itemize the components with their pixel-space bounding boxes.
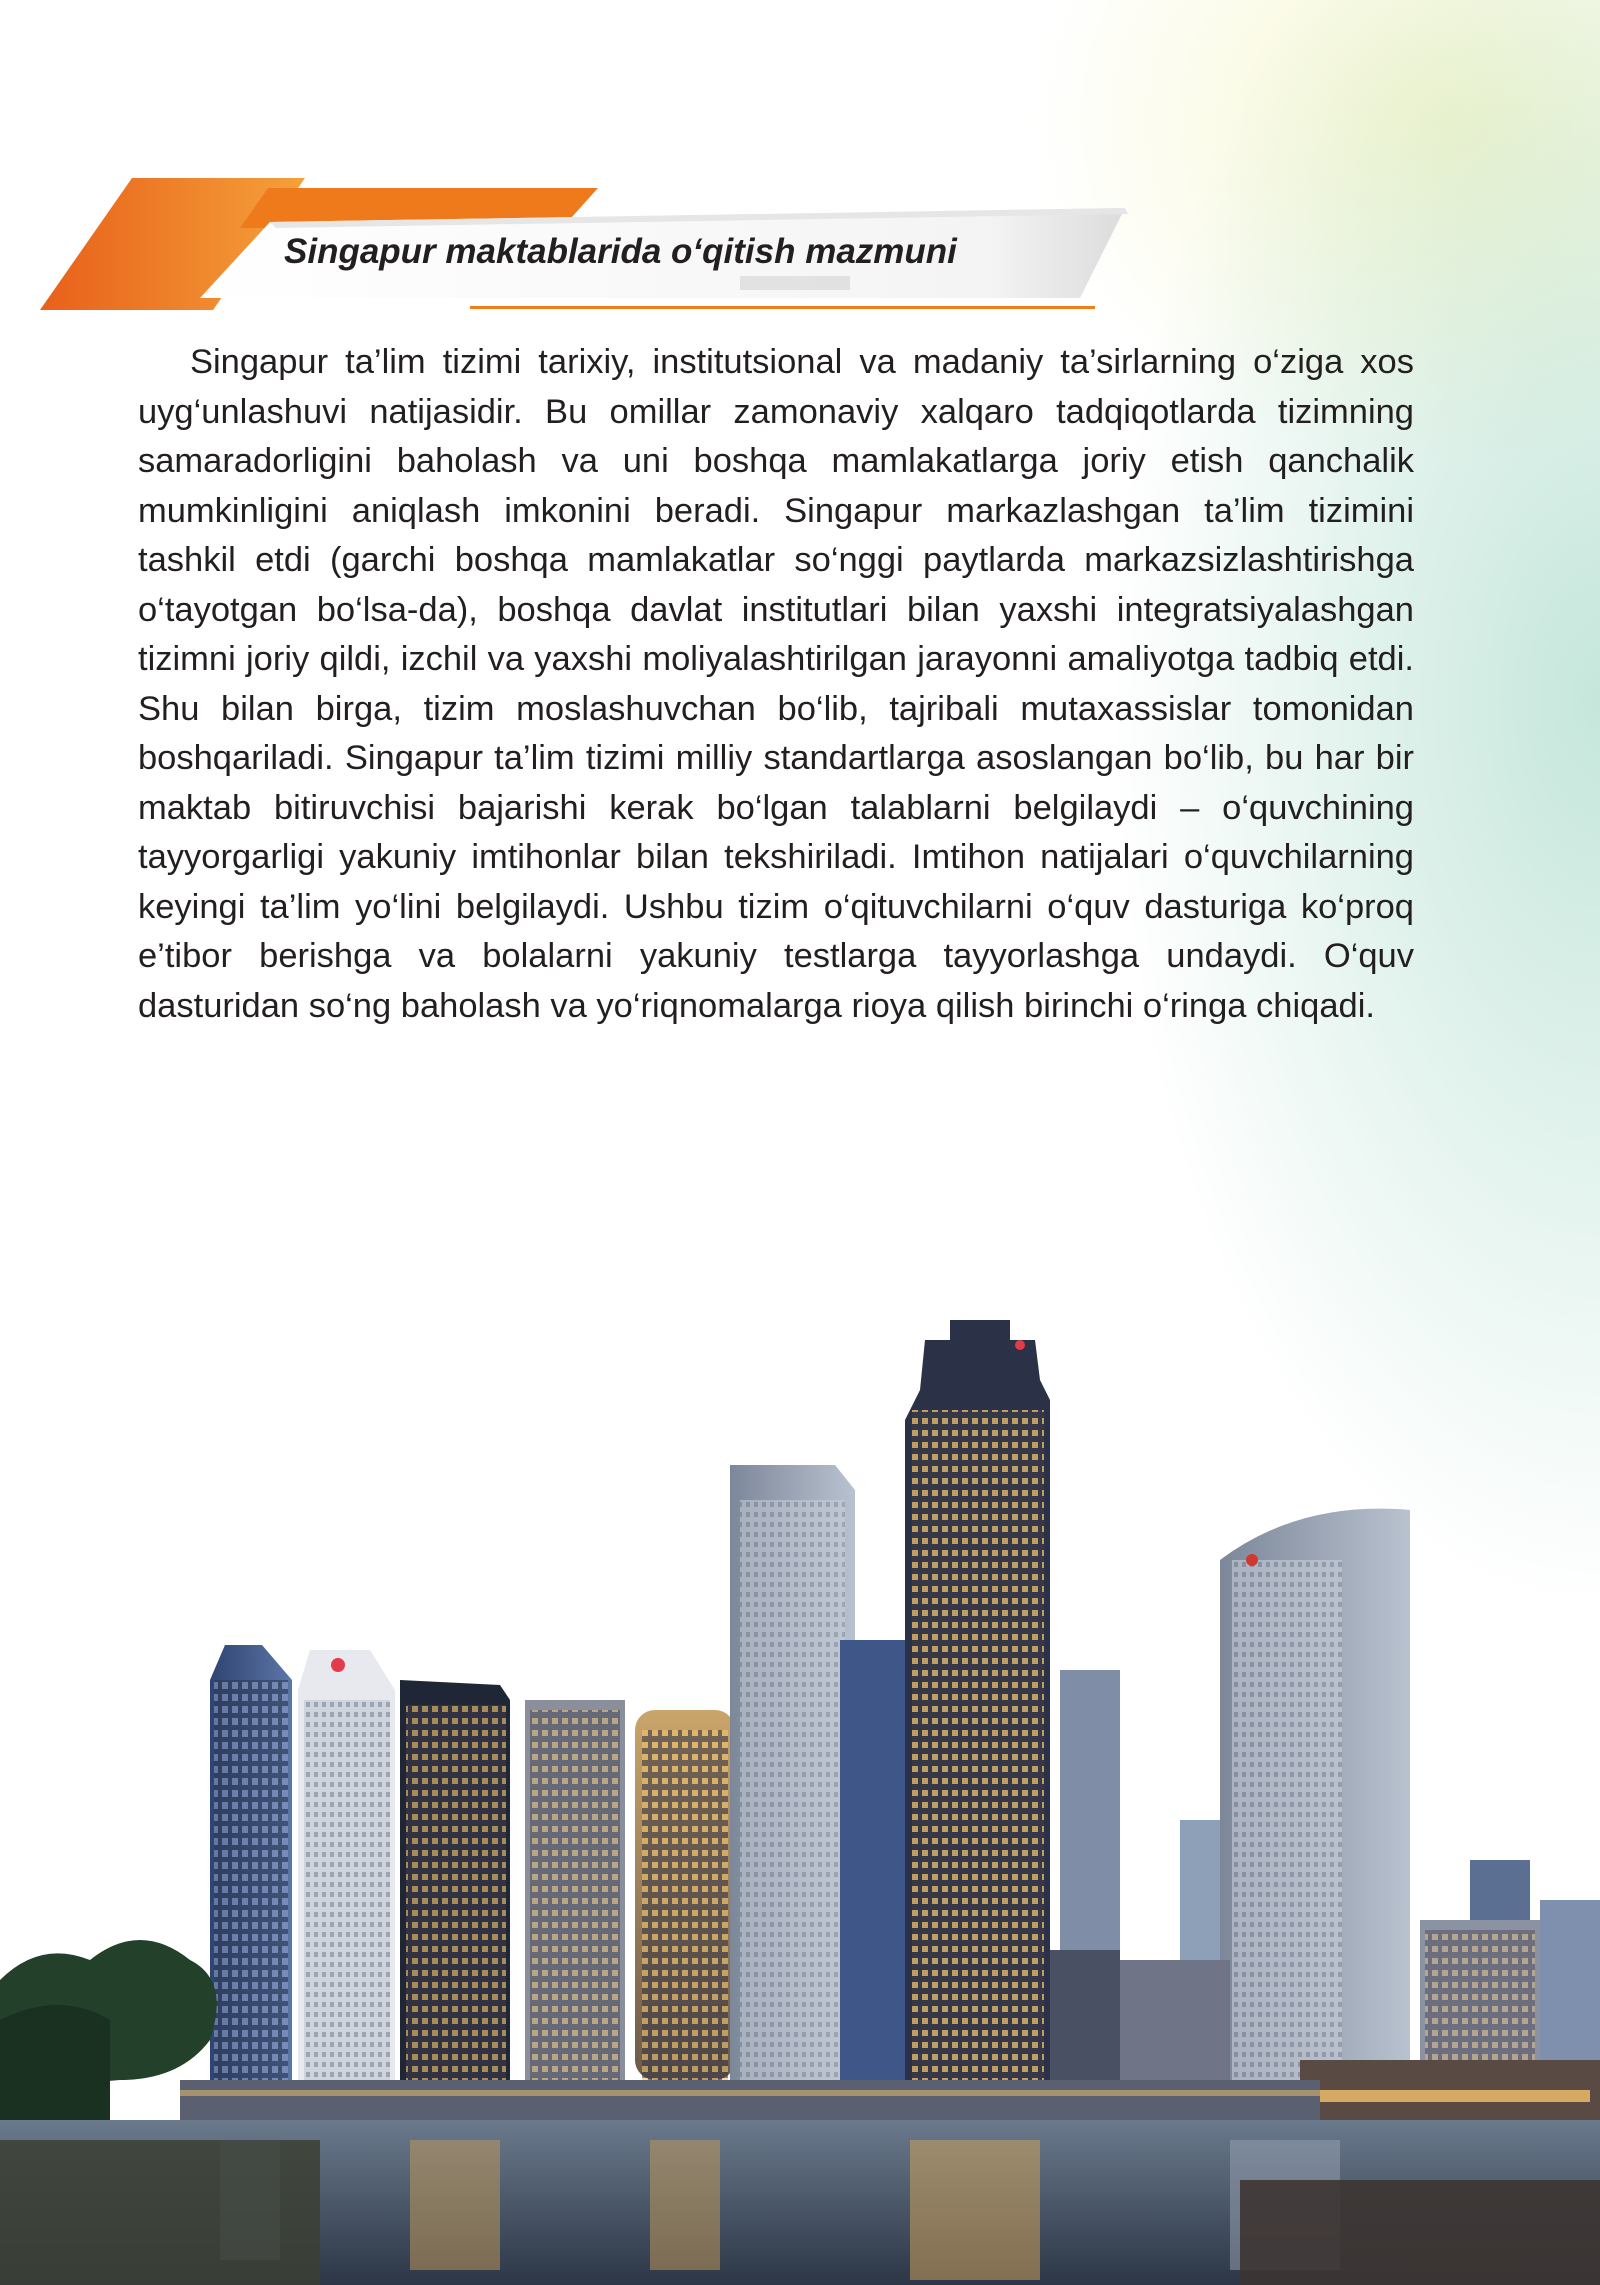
paragraph: Singapur ta’lim tizimi tarixiy, institutsional va madaniy ta’sirlarning o‘ziga xos uyg‘unlashuvi natijasidir. Bu omillar zamonaviy xalqaro tadqiqotlarda tizimning samaradorligini baholash va uni boshqa mamlakatlarga joriy etish qanchalik mumkinligini aniqlash imkonini beradi. Singapur markazlashgan ta’lim tizimini tashkil etdi (garchi boshqa mamlakatlar so‘nggi paytlarda markazsizlashtirishga o‘tayotgan bo‘lsa-da), boshqa davlat institutlari bilan yaxshi integratsiyalashgan tizimni joriy qildi, izchil va yaxshi moliyalashtirilgan jarayonni amaliyotga tadbiq etdi. Shu bilan birga, tizim moslashuvchan bo‘lib, tajribali mutaxassislar tomonidan boshqariladi. Singapur ta’lim tizimi milliy standartlarga asoslangan bo‘lib, bu har bir maktab bitiruvchisi bajarishi kerak bo‘lgan talablarni belgilaydi – o‘quvchining tayyorgarligi yakuniy imtihonlar bilan tekshiriladi. Imtihon natijalari o‘quvchilarning keyingi ta’lim yo‘lini belgilaydi. Ushbu tizim o‘qituvchilarni o‘quv dasturiga ko‘proq e’tibor berishga va bolalarni yakuniy testlarga tayyorlashga undaydi. O‘quv dasturidan so‘ng baholash va yo‘riqnomalarga rioya qilish birinchi o‘ringa chiqadi. [138, 343, 1414, 1025]
body-text [138, 338, 1414, 1031]
city-skyline-icon [0, 1260, 1600, 2285]
section-header [40, 178, 1140, 318]
section-title: Singapur maktablarida o‘qitish mazmuni [284, 232, 957, 271]
